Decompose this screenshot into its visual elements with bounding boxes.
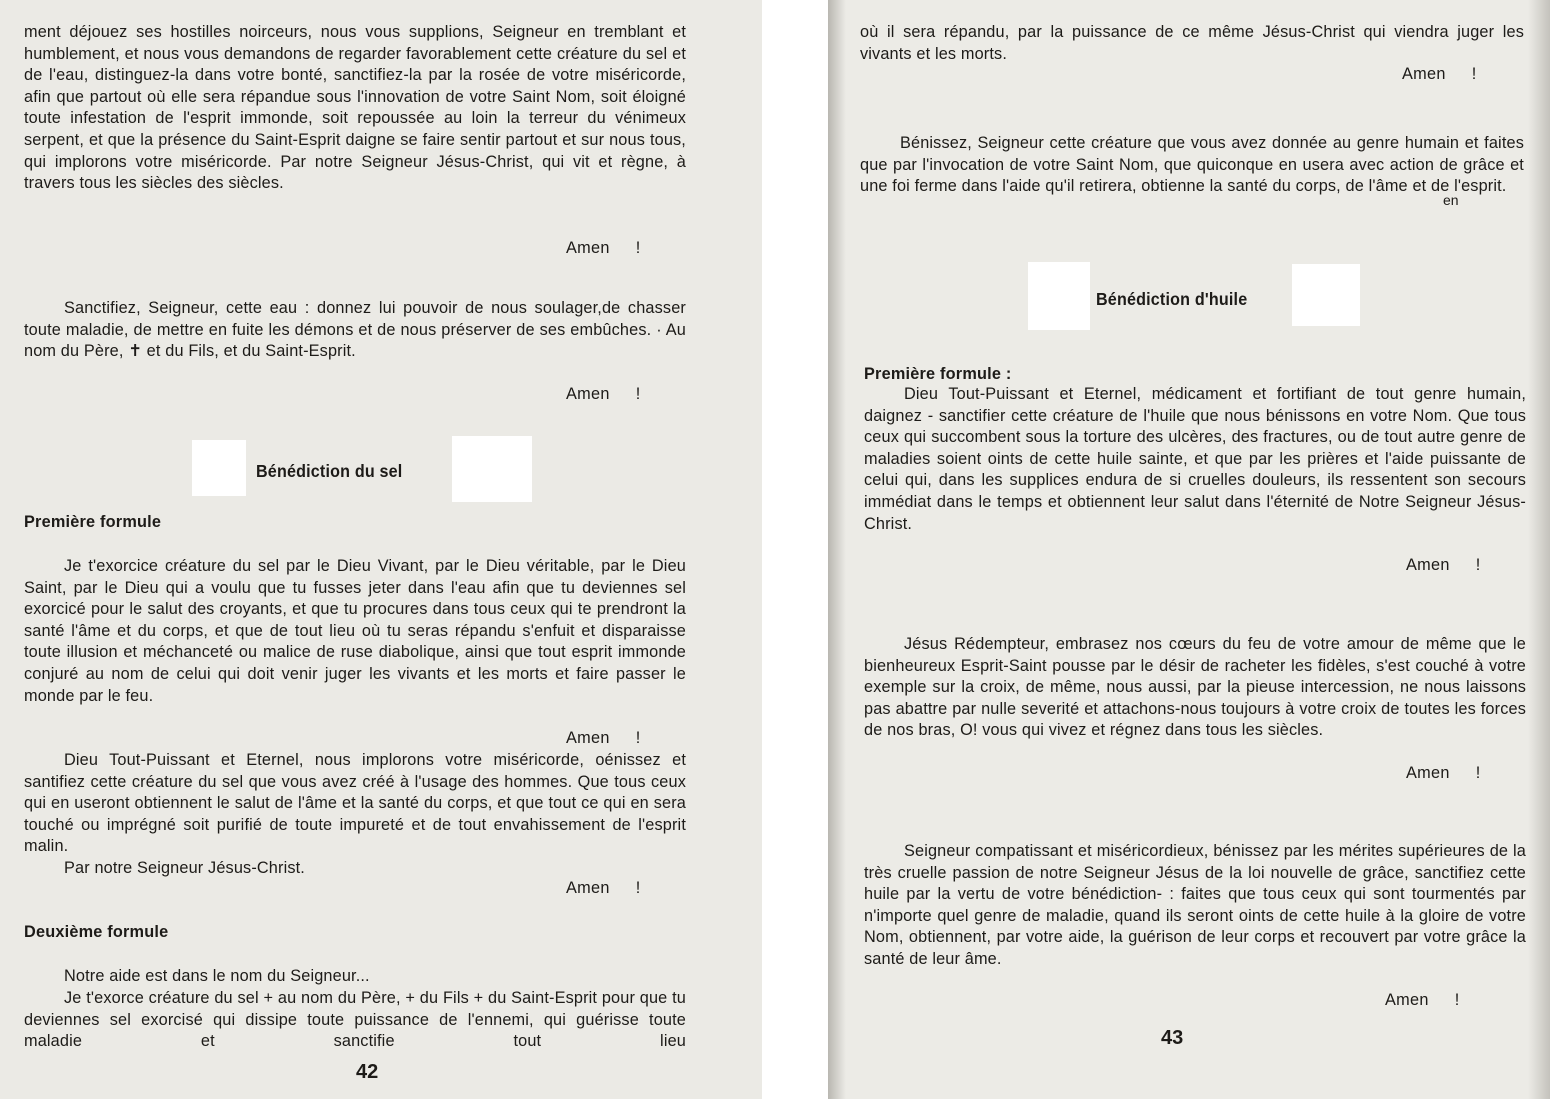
subheading-premiere-formule: Première formule : (864, 365, 1012, 383)
left-paragraph-5a: Notre aide est dans le nom du Seigneur... (64, 967, 370, 985)
amen-bang: ! (1475, 764, 1481, 782)
section-heading-huile: Bénédiction d'huile (1096, 289, 1248, 309)
left-paragraph-3: Je t'exorcice créature du sel par le Dieu Vivant, par le Dieu véritable, par le Dieu Saint, par le Dieu qui a voulu que tu fusses jeter dans l'eau afin que tu deviennes sel exorcicé pour le salut des croyants, et que tu procures dans tous ceux qui te prendront la santé l'âme et du corps, et que de tout lieu où tu seras répandu s'enfuit et disparaisse toute illusion et méchanceté ou malice de ruse diabolique, ainsi que tout esprit immonde conjuré au nom de celui qui doit venir juger les vivants et les morts et faire passer le monde par le feu. (24, 557, 686, 705)
left-paragraph-5: Je t'exorce créature du sel + au nom du Père, + du Fils + du Saint-Esprit pour que tu deviennes sel exorcisé qui dissipe toute puissance de l'ennemi, qui guérisse toute maladie et sanctifie tout lieu (24, 989, 686, 1051)
right-amen-1 (1402, 65, 1477, 84)
right-paragraph-5: Seigneur compatissant et miséricordieux, bénissez par les mérites supérieures de la très cruelle passion de notre Seigneur Jésus de la loi nouvelle de grâce, sanctifiez cette huile par la vertu de votre bénédiction- : faites que tous ceux qui sont tourmentés par n'importe quel genre de maladie, quand ils seront oints de cette huile à la gloire de votre Nom, obtiennent, par votre aide, la guérison de leur corps et recouvert par votre grâce la santé de leur âme. (864, 842, 1526, 968)
right-amen-4 (1385, 991, 1460, 1010)
page-number-right: 43 (1161, 1027, 1184, 1049)
amen-label: Amen (1402, 65, 1446, 83)
right-amen-2 (1406, 556, 1481, 575)
amen-label: Amen (566, 239, 610, 257)
left-amen-4 (566, 879, 641, 898)
amen-label: Amen (566, 879, 610, 897)
gutter-shadow (828, 0, 846, 1099)
right-paragraph-4: Jésus Rédempteur, embrasez nos cœurs du feu de votre amour de même que le bienheureux Esprit-Saint pousse par le désir de racheter les fidèles, s'est couché à votre exemple sur la croix, de même, nous aussi, par la pieuse intercession, ne nous laissons pas abattre par nulle severité et attachons-nous toujours à votre croix de toutes les forces de nos bras, O! vous qui vivez et régnez dans tous les siècles. (864, 635, 1526, 740)
right-paragraph-1: où il sera répandu, par la puissance de ce même Jésus-Christ qui viendra juger les vivants et les morts. (860, 23, 1524, 63)
subheading-premiere-formule: Première formule (24, 513, 162, 531)
margin-note-en: en (1443, 192, 1459, 208)
amen-bang: ! (1475, 556, 1481, 574)
left-paragraph-1: ment déjouez ses hostilles noirceurs, nous vous supplions, Seigneur en tremblant et humblement, et nous vous demandons de regarder favorablement cette créature du sel et de l'eau, distinguez-la dans votre bonté, sanctifiez-la par la rosée de votre miséricorde, afin que partout où elle sera répandue sous l'innovation de votre Saint Nom, soit éloigné toute infestation de l'esprit immonde, soit repoussée au loin la terreur du vénimeux serpent, et que la présence du Saint-Esprit daigne se faire sentir partout et sur nous tous, qui implorons votre miséricorde. Par notre Seigneur Jésus-Christ, qui vit et règne, à travers tous les siècles des siècles. (24, 23, 686, 193)
redacted-box-left (1028, 262, 1090, 330)
redacted-box-left (192, 440, 246, 496)
left-page (0, 0, 762, 1099)
left-paragraph-4: Dieu Tout-Puissant et Eternel, nous implorons votre miséricorde, oénissez et santifiez cette créature du sel que vous avez créé à l'usage des hommes. Que tous ceux qui en useront obtiennent le salut de l'âme et la santé du corps, et que tout ce qui en sera touché ou imprégné soit purifié de toute impureté et de tout envahissement de l'esprit malin. (24, 751, 686, 856)
amen-bang: ! (1471, 65, 1477, 83)
amen-bang: ! (635, 239, 641, 257)
amen-label: Amen (566, 729, 610, 747)
amen-label: Amen (1385, 991, 1429, 1009)
subheading-deuxieme-formule: Deuxième formule (24, 923, 169, 941)
left-amen-1 (566, 239, 641, 258)
left-paragraph-4b: Par notre Seigneur Jésus-Christ. (64, 859, 305, 877)
edge-shadow (1528, 0, 1550, 1099)
page-number-left: 42 (356, 1061, 379, 1083)
section-heading-sel: Bénédiction du sel (256, 461, 403, 481)
left-amen-2 (566, 385, 641, 404)
right-paragraph-2: Bénissez, Seigneur cette créature que vous avez donnée au genre humain et faites que par l'invocation de votre Saint Nom, que quiconque en usera avec action de grâce et une foi ferme dans l'aide qu'il retirera, obtienne la santé du corps, de l'âme et de l'esprit. (860, 134, 1524, 196)
redacted-box-right (452, 436, 532, 502)
amen-label: Amen (1406, 764, 1450, 782)
left-amen-3 (566, 729, 641, 748)
amen-label: Amen (566, 385, 610, 403)
left-paragraph-2: Sanctifiez, Seigneur, cette eau : donnez lui pouvoir de nous soulager,de chasser toute maladie, de mettre en fuite les démons et de nous préserver de ses embûches. · Au nom du Père, ✝ et du Fils, et du Saint-Esprit. (24, 299, 686, 361)
right-paragraph-3: Dieu Tout-Puissant et Eternel, médicament et fortifiant de tout genre humain, daignez - sanctifier cette créature de l'huile que nous bénissons en votre Nom. Que tous ceux qui succombent sous la torture des ulcères, des fractures, ou de tout autre genre de maladies soient oints de cette huile sainte, et que par les prières et l'aide puissante de celui qui, dans les supplices endura de si cruelles douleurs, ils ressentent son secours immédiat dans le temps et obtiennent leur salut dans l'éternité de Notre Seigneur Jésus-Christ. (864, 385, 1526, 533)
right-page (828, 0, 1550, 1099)
amen-bang: ! (1454, 991, 1460, 1009)
amen-bang: ! (635, 385, 641, 403)
amen-label: Amen (1406, 556, 1450, 574)
amen-bang: ! (635, 729, 641, 747)
right-amen-3 (1406, 764, 1481, 783)
redacted-box-right (1292, 264, 1360, 326)
amen-bang: ! (635, 879, 641, 897)
